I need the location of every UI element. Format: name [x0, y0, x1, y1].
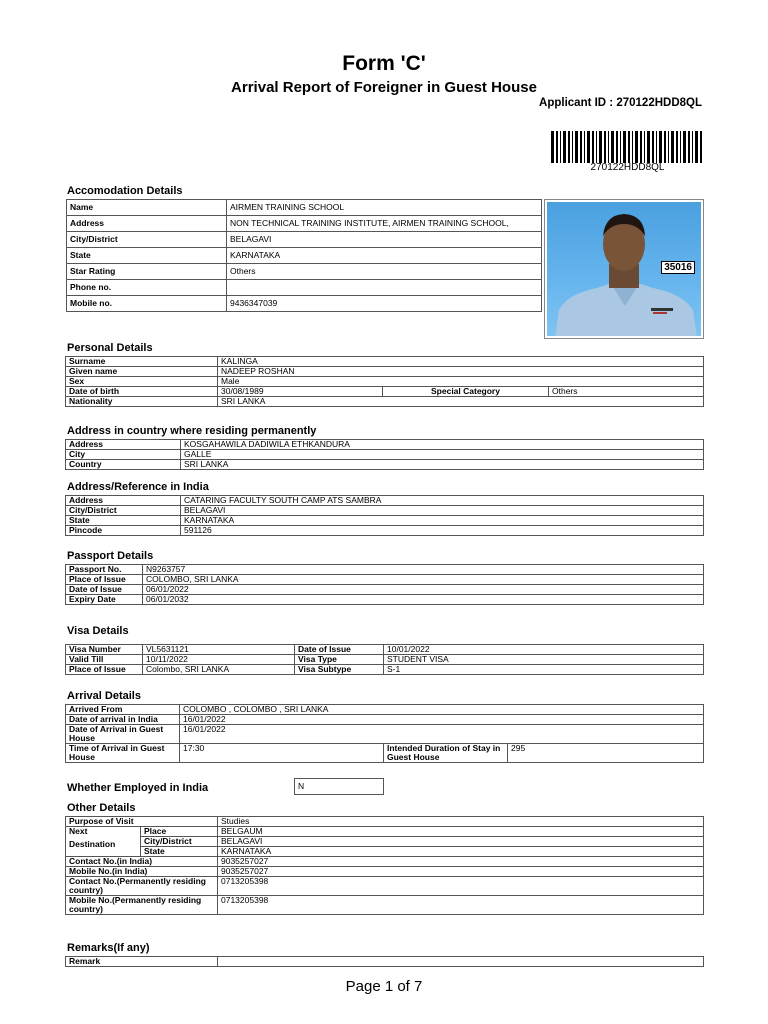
- name-value: AIRMEN TRAINING SCHOOL: [227, 200, 542, 216]
- arrived-from-label: Arrived From: [66, 705, 180, 715]
- stay-duration-value: 295: [508, 744, 704, 763]
- table-row: [66, 450, 704, 460]
- next-label: Next: [69, 826, 88, 836]
- table-row: [66, 645, 704, 655]
- table-row: [66, 516, 704, 526]
- city-value: BELAGAVI: [227, 232, 542, 248]
- address-value: NON TECHNICAL TRAINING INSTITUTE, AIRMEN TRAINING SCHOOL,: [227, 216, 542, 232]
- purpose-value: Studies: [218, 817, 704, 827]
- perm-city-value: GALLE: [181, 450, 704, 460]
- contact-perm-label: Contact No.(Permanently residing country): [66, 877, 218, 896]
- mobile-perm-label: Mobile No.(Permanently residing country): [66, 896, 218, 915]
- table-row: [66, 837, 704, 847]
- table-row: [67, 232, 542, 248]
- sex-value: Male: [218, 377, 704, 387]
- special-category-label: Special Category: [383, 387, 549, 397]
- perm-address-value: KOSGAHAWILA DADIWILA ETHKANDURA: [181, 440, 704, 450]
- name-label: Name: [67, 200, 227, 216]
- table-row: [66, 377, 704, 387]
- applicant-photo: [547, 202, 701, 336]
- india-address-value: CATARING FACULTY SOUTH CAMP ATS SAMBRA: [181, 496, 704, 506]
- visa-valid-value: 10/11/2022: [143, 655, 295, 665]
- table-row: [66, 595, 704, 605]
- permanent-address-table: [65, 439, 704, 470]
- visa-number-label: Visa Number: [66, 645, 143, 655]
- table-row: [66, 575, 704, 585]
- passport-issue-value: 06/01/2022: [143, 585, 704, 595]
- table-row: [66, 665, 704, 675]
- table-row: [66, 526, 704, 536]
- table-row: [66, 896, 704, 915]
- remarks-table: [65, 956, 704, 967]
- table-row: [66, 506, 704, 516]
- visa-issue-value: 10/01/2022: [384, 645, 704, 655]
- passport-expiry-value: 06/01/2032: [143, 595, 704, 605]
- visa-type-label: Visa Type: [295, 655, 384, 665]
- india-state-label: State: [66, 516, 181, 526]
- table-row: [66, 744, 704, 763]
- place-value: BELGAUM: [218, 827, 704, 837]
- table-row: [66, 440, 704, 450]
- visa-type-value: STUDENT VISA: [384, 655, 704, 665]
- applicant-photo-frame: [544, 199, 704, 339]
- mobile-perm-value: 0713205398: [218, 896, 704, 915]
- photo-badge: 35016: [661, 261, 695, 274]
- given-name-value: NADEEP ROSHAN: [218, 367, 704, 377]
- mobile-india-label: Mobile No.(in India): [66, 867, 218, 877]
- table-row: [67, 200, 542, 216]
- surname-value: KALINGA: [218, 357, 704, 367]
- dest-state-label: State: [141, 847, 218, 857]
- destination-label: Destination: [69, 839, 116, 849]
- other-table: [65, 816, 704, 915]
- perm-country-value: SRI LANKA: [181, 460, 704, 470]
- visa-subtype-value: S-1: [384, 665, 704, 675]
- passport-no-value: N9263757: [143, 565, 704, 575]
- arrived-from-value: COLOMBO , COLOMBO , SRI LANKA: [180, 705, 704, 715]
- arrival-india-label: Date of arrival in India: [66, 715, 180, 725]
- table-row: [66, 357, 704, 367]
- table-row: [66, 857, 704, 867]
- arrival-table: [65, 704, 704, 763]
- india-state-value: KARNATAKA: [181, 516, 704, 526]
- section-india-address: Address/Reference in India: [67, 481, 209, 493]
- dob-value: 30/08/1989: [218, 387, 383, 397]
- barcode: [551, 131, 704, 163]
- mobile-label: Mobile no.: [67, 296, 227, 312]
- visa-place-value: Colombo, SRI LANKA: [143, 665, 295, 675]
- state-value: KARNATAKA: [227, 248, 542, 264]
- nationality-value: SRI LANKA: [218, 397, 704, 407]
- table-row: [66, 655, 704, 665]
- arrival-india-value: 16/01/2022: [180, 715, 704, 725]
- table-row: [66, 387, 704, 397]
- remark-label: Remark: [66, 957, 218, 967]
- arrival-guest-label: Date of Arrival in Guest House: [66, 725, 180, 744]
- section-arrival: Arrival Details: [67, 690, 141, 702]
- table-row: [67, 264, 542, 280]
- india-city-value: BELAGAVI: [181, 506, 704, 516]
- form-subtitle: Arrival Report of Foreigner in Guest House: [231, 79, 537, 96]
- section-accommodation: Accomodation Details: [67, 185, 183, 197]
- page-number: Page 1 of 7: [345, 978, 423, 995]
- table-row: [66, 460, 704, 470]
- section-passport: Passport Details: [67, 550, 154, 562]
- arrival-time-label: Time of Arrival in Guest House: [66, 744, 180, 763]
- contact-india-label: Contact No.(in India): [66, 857, 218, 867]
- table-row: [67, 296, 542, 312]
- section-visa: Visa Details: [67, 625, 129, 637]
- table-row: [66, 877, 704, 896]
- table-row: [67, 216, 542, 232]
- star-rating-label: Star Rating: [67, 264, 227, 280]
- table-row: [66, 367, 704, 377]
- section-other: Other Details: [67, 802, 136, 814]
- perm-country-label: Country: [66, 460, 181, 470]
- section-remarks: Remarks(If any): [67, 942, 150, 954]
- phone-value: [227, 280, 542, 296]
- dest-city-value: BELAGAVI: [218, 837, 704, 847]
- place-label: Place: [141, 827, 218, 837]
- surname-label: Surname: [66, 357, 218, 367]
- india-address-table: [65, 495, 704, 536]
- dob-label: Date of birth: [66, 387, 218, 397]
- table-row: [67, 248, 542, 264]
- visa-place-label: Place of Issue: [66, 665, 143, 675]
- dest-city-label: City/District: [141, 837, 218, 847]
- employed-label: Whether Employed in India: [67, 782, 209, 794]
- special-category-value: Others: [549, 387, 704, 397]
- star-rating-value: Others: [227, 264, 542, 280]
- india-pincode-label: Pincode: [66, 526, 181, 536]
- passport-issue-label: Date of Issue: [66, 585, 143, 595]
- india-address-label: Address: [66, 496, 181, 506]
- table-row: [66, 397, 704, 407]
- table-row: [66, 715, 704, 725]
- next-destination-label: [66, 827, 141, 857]
- visa-valid-label: Valid Till: [66, 655, 143, 665]
- passport-table: [65, 564, 704, 605]
- given-name-label: Given name: [66, 367, 218, 377]
- table-row: [66, 585, 704, 595]
- table-row: [66, 817, 704, 827]
- table-row: [66, 725, 704, 744]
- purpose-label: Purpose of Visit: [66, 817, 218, 827]
- contact-india-value: 9035257027: [218, 857, 704, 867]
- visa-number-value: VL5631121: [143, 645, 295, 655]
- form-title: Form 'C': [342, 52, 426, 75]
- employed-value: N: [294, 778, 384, 795]
- passport-no-label: Passport No.: [66, 565, 143, 575]
- contact-perm-value: 0713205398: [218, 877, 704, 896]
- passport-place-label: Place of Issue: [66, 575, 143, 585]
- passport-place-value: COLOMBO, SRI LANKA: [143, 575, 704, 585]
- remark-value: [218, 957, 704, 967]
- table-row: [66, 565, 704, 575]
- table-row: [66, 847, 704, 857]
- section-personal: Personal Details: [67, 342, 153, 354]
- sex-label: Sex: [66, 377, 218, 387]
- table-row: [66, 496, 704, 506]
- phone-label: Phone no.: [67, 280, 227, 296]
- table-row: [66, 827, 704, 837]
- table-row: [66, 867, 704, 877]
- accommodation-table: [66, 199, 542, 312]
- visa-subtype-label: Visa Subtype: [295, 665, 384, 675]
- table-row: [66, 957, 704, 967]
- address-label: Address: [67, 216, 227, 232]
- perm-address-label: Address: [66, 440, 181, 450]
- mobile-india-value: 9035257027: [218, 867, 704, 877]
- applicant-id: Applicant ID : 270122HDD8QL: [539, 97, 702, 109]
- arrival-time-value: 17:30: [180, 744, 384, 763]
- india-city-label: City/District: [66, 506, 181, 516]
- perm-city-label: City: [66, 450, 181, 460]
- passport-expiry-label: Expiry Date: [66, 595, 143, 605]
- dest-state-value: KARNATAKA: [218, 847, 704, 857]
- barcode-text: 270122HDD8QL: [590, 162, 665, 173]
- table-row: [66, 705, 704, 715]
- city-label: City/District: [67, 232, 227, 248]
- stay-duration-label: Intended Duration of Stay in Guest House: [384, 744, 508, 763]
- personal-table: [65, 356, 704, 407]
- arrival-guest-value: 16/01/2022: [180, 725, 704, 744]
- india-pincode-value: 591126: [181, 526, 704, 536]
- table-row: [67, 280, 542, 296]
- visa-issue-label: Date of Issue: [295, 645, 384, 655]
- section-permanent-address: Address in country where residing permanently: [67, 425, 317, 437]
- state-label: State: [67, 248, 227, 264]
- mobile-value: 9436347039: [227, 296, 542, 312]
- nationality-label: Nationality: [66, 397, 218, 407]
- visa-table: [65, 644, 704, 675]
